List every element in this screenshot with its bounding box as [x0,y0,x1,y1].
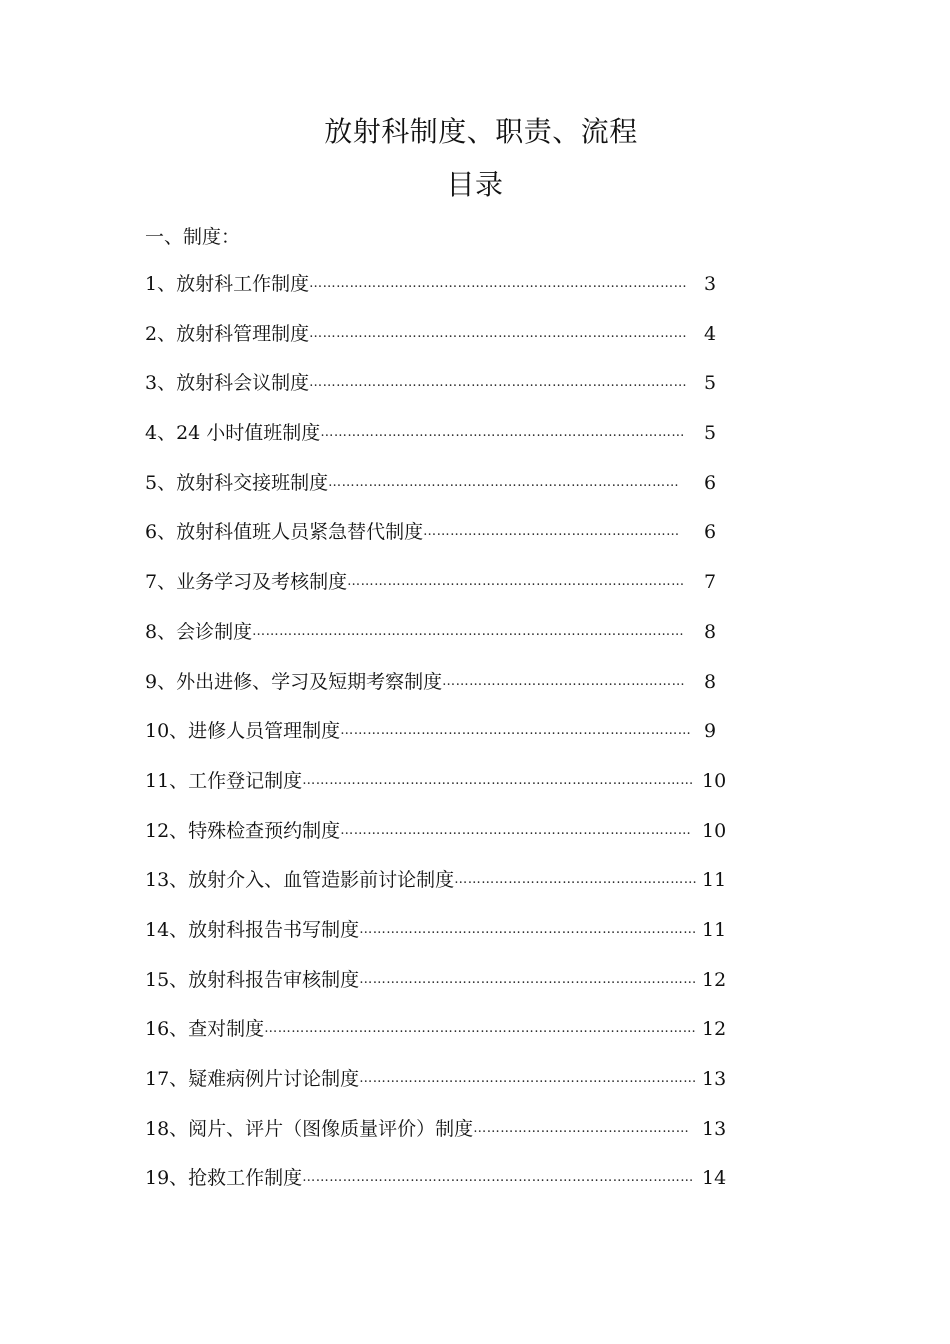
toc-entry-label: 13、放射介入、血管造影前讨论制度 [145,869,455,892]
toc-entry-label: 5、放射科交接班制度 [145,471,329,494]
toc-entry-page: 12 [702,968,727,991]
toc-leader: ……………………………………………… [442,673,686,689]
toc-entry[interactable] [145,1115,726,1165]
toc-entry-label: 14、放射科报告书写制度 [145,918,360,941]
toc-leader: …………………………………………………………………………… [302,1170,694,1186]
document-subtitle: 目录 [446,168,504,201]
toc-entry[interactable] [145,966,726,1016]
toc-entry-label: 3、放射科会议制度 [145,372,310,395]
toc-leader: …………………………………………………………………… [340,822,692,838]
toc-leader: ………………………………………………………………………… [309,276,688,291]
toc-entry[interactable] [145,320,726,370]
toc-entry-label: 4、24 小时值班制度 [145,422,321,445]
toc-entry-page: 10 [702,769,727,792]
toc-entry-label: 7、业务学习及考核制度 [145,571,348,594]
toc-entry-page: 4 [704,322,717,345]
toc-entry-label: 18、阅片、评片（图像质量评价）制度 [145,1117,474,1140]
toc-leader: ………………………………………………………………………… [309,325,688,341]
toc-entry[interactable] [145,717,726,767]
toc-entry-page: 8 [704,620,717,643]
toc-entry[interactable] [145,767,726,817]
table-of-contents [145,270,726,1214]
toc-leader: ………………………………………………………………… [359,1071,697,1086]
toc-entry-label: 1、放射科工作制度 [145,273,310,295]
toc-entry[interactable] [145,916,726,966]
toc-entry[interactable] [145,1065,726,1115]
toc-entry[interactable] [145,817,726,867]
toc-leader: ………………………………………………………………… [359,921,697,937]
toc-entry-page: 9 [704,720,717,743]
toc-entry[interactable] [145,369,726,419]
toc-entry-page: 6 [704,521,717,544]
toc-entry-label: 17、疑难病例片讨论制度 [145,1068,360,1090]
toc-leader: ………………………………………………………………………… [309,375,688,391]
toc-entry-page: 5 [704,422,717,445]
toc-leader: …………………………………………………………………… [328,474,680,490]
toc-entry-page: 11 [702,918,727,941]
toc-entry-page: 11 [702,869,727,892]
toc-entry-label: 15、放射科报告审核制度 [145,968,360,991]
toc-entry-page: 10 [702,819,727,842]
toc-entry-label: 9、外出进修、学习及短期考察制度 [145,670,443,693]
toc-entry-label: 11、工作登记制度 [145,769,303,792]
toc-leader: ………………………………………………………………… [359,971,697,987]
document-title: 放射科制度、职责、流程 [324,115,638,148]
toc-entry-page: 12 [702,1018,727,1041]
toc-entry[interactable] [145,618,726,668]
toc-entry-page: 3 [704,273,717,295]
toc-entry[interactable] [145,1164,726,1214]
toc-entry[interactable] [145,270,726,320]
toc-entry-label: 16、查对制度 [145,1018,265,1041]
toc-entry-page: 6 [704,471,717,494]
toc-entry-page: 8 [704,670,717,693]
toc-leader: ……………………………………………………………………… [320,425,685,441]
toc-entry-page: 14 [702,1167,727,1190]
toc-entry-page: 7 [704,571,717,594]
toc-entry[interactable] [145,469,726,519]
toc-entry-page: 13 [702,1068,727,1090]
toc-leader: ………………………………………………… [423,524,680,540]
toc-leader: ………………………………………………………………… [347,574,685,590]
toc-entry[interactable] [145,668,726,718]
toc-leader: ………………………………………… [473,1120,690,1136]
toc-entry[interactable] [145,568,726,618]
toc-entry-label: 2、放射科管理制度 [145,322,310,345]
toc-entry[interactable] [145,419,726,469]
toc-leader: ……………………………………………… [454,872,698,888]
toc-entry-label: 19、抢救工作制度 [145,1167,303,1190]
toc-entry-label: 8、会诊制度 [145,620,253,643]
toc-entry-label: 10、进修人员管理制度 [145,720,341,743]
toc-entry-label: 12、特殊检查预约制度 [145,819,341,842]
toc-leader: …………………………………………………………………………… [302,772,694,788]
toc-entry-page: 13 [702,1117,727,1140]
toc-leader: …………………………………………………………………………………… [264,1021,697,1037]
section-heading: 一、制度： [145,226,241,248]
toc-entry[interactable] [145,866,726,916]
toc-entry[interactable] [145,1015,726,1065]
toc-entry-label: 6、放射科值班人员紧急替代制度 [145,521,424,544]
toc-leader: …………………………………………………………………………………… [252,623,685,639]
toc-entry-page: 5 [704,372,717,395]
toc-leader: …………………………………………………………………… [340,723,692,739]
toc-entry[interactable] [145,518,726,568]
